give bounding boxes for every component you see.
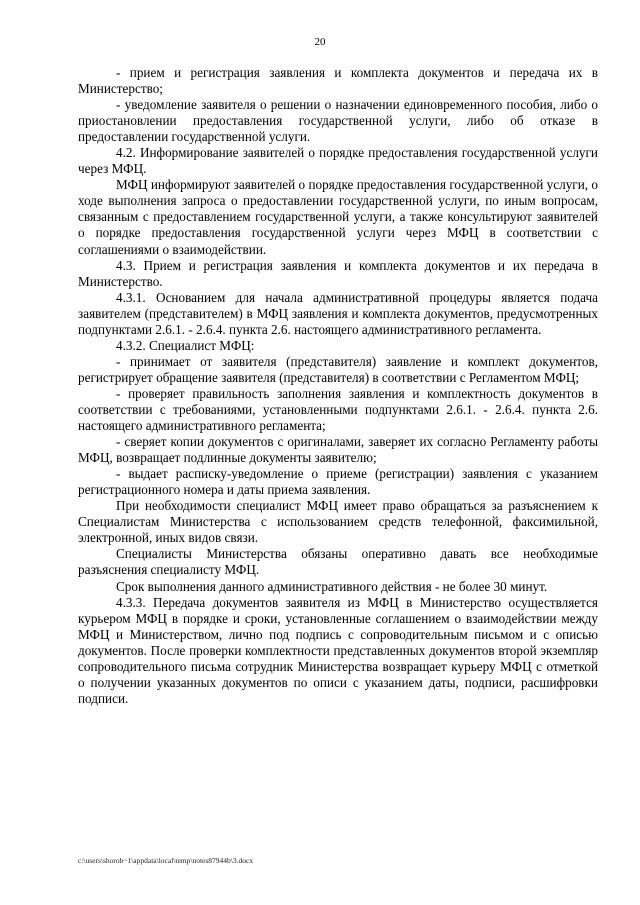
paragraph-4-3-2: 4.3.2. Специалист МФЦ:: [116, 337, 255, 353]
paragraph-4-3-3: 4.3.3. Передача документов заявителя из МФЦ в Министерство осуществляется курьером МФЦ в порядке и сроки, установленные соглашением о взаимодействии между МФЦ и Министерством, лично под подпись с сопроводительным письмом и с описью документов. После проверки комплектности представленных документов второй экземпляр сопроводительного письма сотрудник Министерства возвращает курьеру МФЦ с отметкой о получении указанных документов по описи с указанием даты, подписи, расшифровки подписи.: [78, 594, 598, 706]
paragraph-ministry-specialists: Специалисты Министерства обязаны оперативно давать все необходимые разъяснения специалисту МФЦ.: [78, 546, 598, 578]
paragraph-accepts-application: - принимает от заявителя (представителя) заявление и комплект документов, регистрирует обращение заявителя (представителя) в соответствии с Регламентом МФЦ;: [78, 353, 598, 385]
footer-file-path: c:\users\shorob~1\appdata\local\temp\notes87944b\3.docx: [78, 856, 254, 865]
paragraph-issues-receipt: - выдает расписку-уведомление о приеме (регистрации) заявления с указанием регистрационного номера и даты приема заявления.: [78, 466, 598, 498]
paragraph-checks-completeness: - проверяет правильность заполнения заявления и комплектность документов в соответствии с требованиями, установленными подпунктами 2.6.1. - 2.6.4. пункта 2.6. настоящего административного регламента;: [78, 385, 598, 434]
paragraph-clarification-right: При необходимости специалист МФЦ имеет право обращаться за разъяснением к Специалистам Министерства с использованием средств телефонной, факсимильной, электронной, иных видов связи.: [78, 498, 598, 546]
paragraph-deadline: Срок выполнения данного административного действия - не более 30 минут.: [116, 578, 548, 594]
paragraph-mfc-informing: МФЦ информируют заявителей о порядке предоставления государственной услуги, о ходе выполнения запроса о предоставлении государственной услуги, по иным вопросам, связанным с предоставлением государственной услуги, а также консультируют заявителей о порядке предоставления государственной услуги через МФЦ в соответствии с соглашениями о взаимодействии.: [78, 177, 598, 257]
paragraph-4-3-1: 4.3.1. Основанием для начала административной процедуры является подача заявителем (представителем) в МФЦ заявления и комплекта документов, предусмотренных подпунктами 2.6.1. - 2.6.4. пункта 2.6. настоящего административного регламента.: [78, 289, 598, 337]
paragraph-reception-registration: - прием и регистрация заявления и комплекта документов и передача их в Министерство;: [78, 65, 598, 97]
paragraph-notification: - уведомление заявителя о решении о назначении единовременного пособия, либо о приостановлении предоставления государственной услуги, либо об отказе в предоставлении государственной услуги.: [78, 97, 598, 145]
paragraph-4-2-heading: 4.2. Информирование заявителей о порядке предоставления государственной услуги через МФЦ.: [78, 145, 598, 177]
paragraph-4-3-heading: 4.3. Прием и регистрация заявления и комплекта документов и их передача в Министерство.: [78, 257, 598, 289]
page-number: 20: [314, 36, 326, 48]
document-body: [78, 65, 598, 707]
paragraph-verifies-copies: - сверяет копии документов с оригиналами, заверяет их согласно Регламенту работы МФЦ, возвращает подлинные документы заявителю;: [78, 434, 598, 466]
